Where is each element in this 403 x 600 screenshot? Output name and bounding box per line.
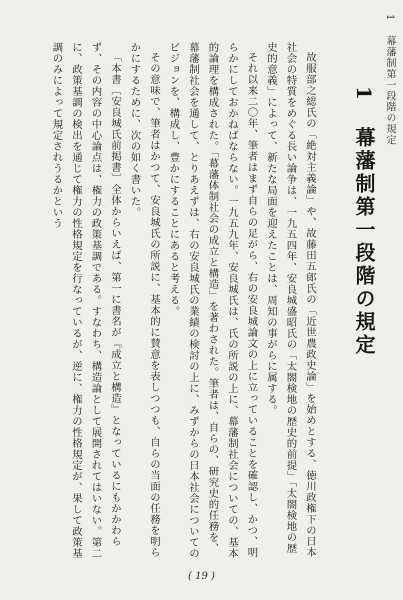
page-number: ( 19 ) xyxy=(188,571,215,582)
chapter-number: 1 xyxy=(352,86,376,103)
chapter-heading xyxy=(350,86,379,357)
paragraph-3: その意味で、筆者はかつて、安良城氏の所説に、基本的に賛意を表しつつも、自らの当面の任務を明らかにするために、次の如く書いた。 xyxy=(128,42,160,559)
running-header-number: 1 xyxy=(384,14,395,22)
paragraph-4-quote: 「本書〔安良城氏前掲書〕全体からいえば、第一に書名が『成立と構造』となっているにもかかわらず、その内容の中心論点は、権力の政策基調である。すなわち、構造論として展開されてはいない。第二に、政策基調の検出を通じて権力の性格規定を行なっているが、逆に、権力の性格規定が、果して政策基調のみによって規定されうるかという xyxy=(50,42,121,559)
running-header-title: 幕藩制第一段階の規定 xyxy=(384,35,395,146)
body-text xyxy=(19,42,319,562)
paragraph-2: それ以来二〇年、筆者はまず自らの足がら、右の安良城論文の上に立っていることを確認し、かつ、明らかにしておかねばならない。一九五九年、安良城氏は、氏の所説の上に、幕藩制社会についての、基本的論理を構成された。「幕藩体制社会の成立と構造」を著わされた。筆者は、自らの、研究史的任務を、幕藩制社会を通して、とりあえずは、右の安良城氏の業績の検討の上に、みずからの日本社会についてのビジョンを、構成し、豊かにすることにあると考える。 xyxy=(167,42,258,559)
running-header xyxy=(382,14,397,154)
chapter-title: 幕藩制第一段階の規定 xyxy=(352,126,376,357)
paragraph-1: 故服部之総氏の「絶対主義論」や、故藤田五郎氏の「近世農政史論」を始めとする、徳川政権下の日本社会の特質をめぐる長い論争は、一九五四年、安良城盛昭氏の「太閤検地の歴史的前提」「太閤検地の歴史的意義」によって、新たな局面を迎えたことは、周知の事がらに属する。 xyxy=(265,42,316,559)
